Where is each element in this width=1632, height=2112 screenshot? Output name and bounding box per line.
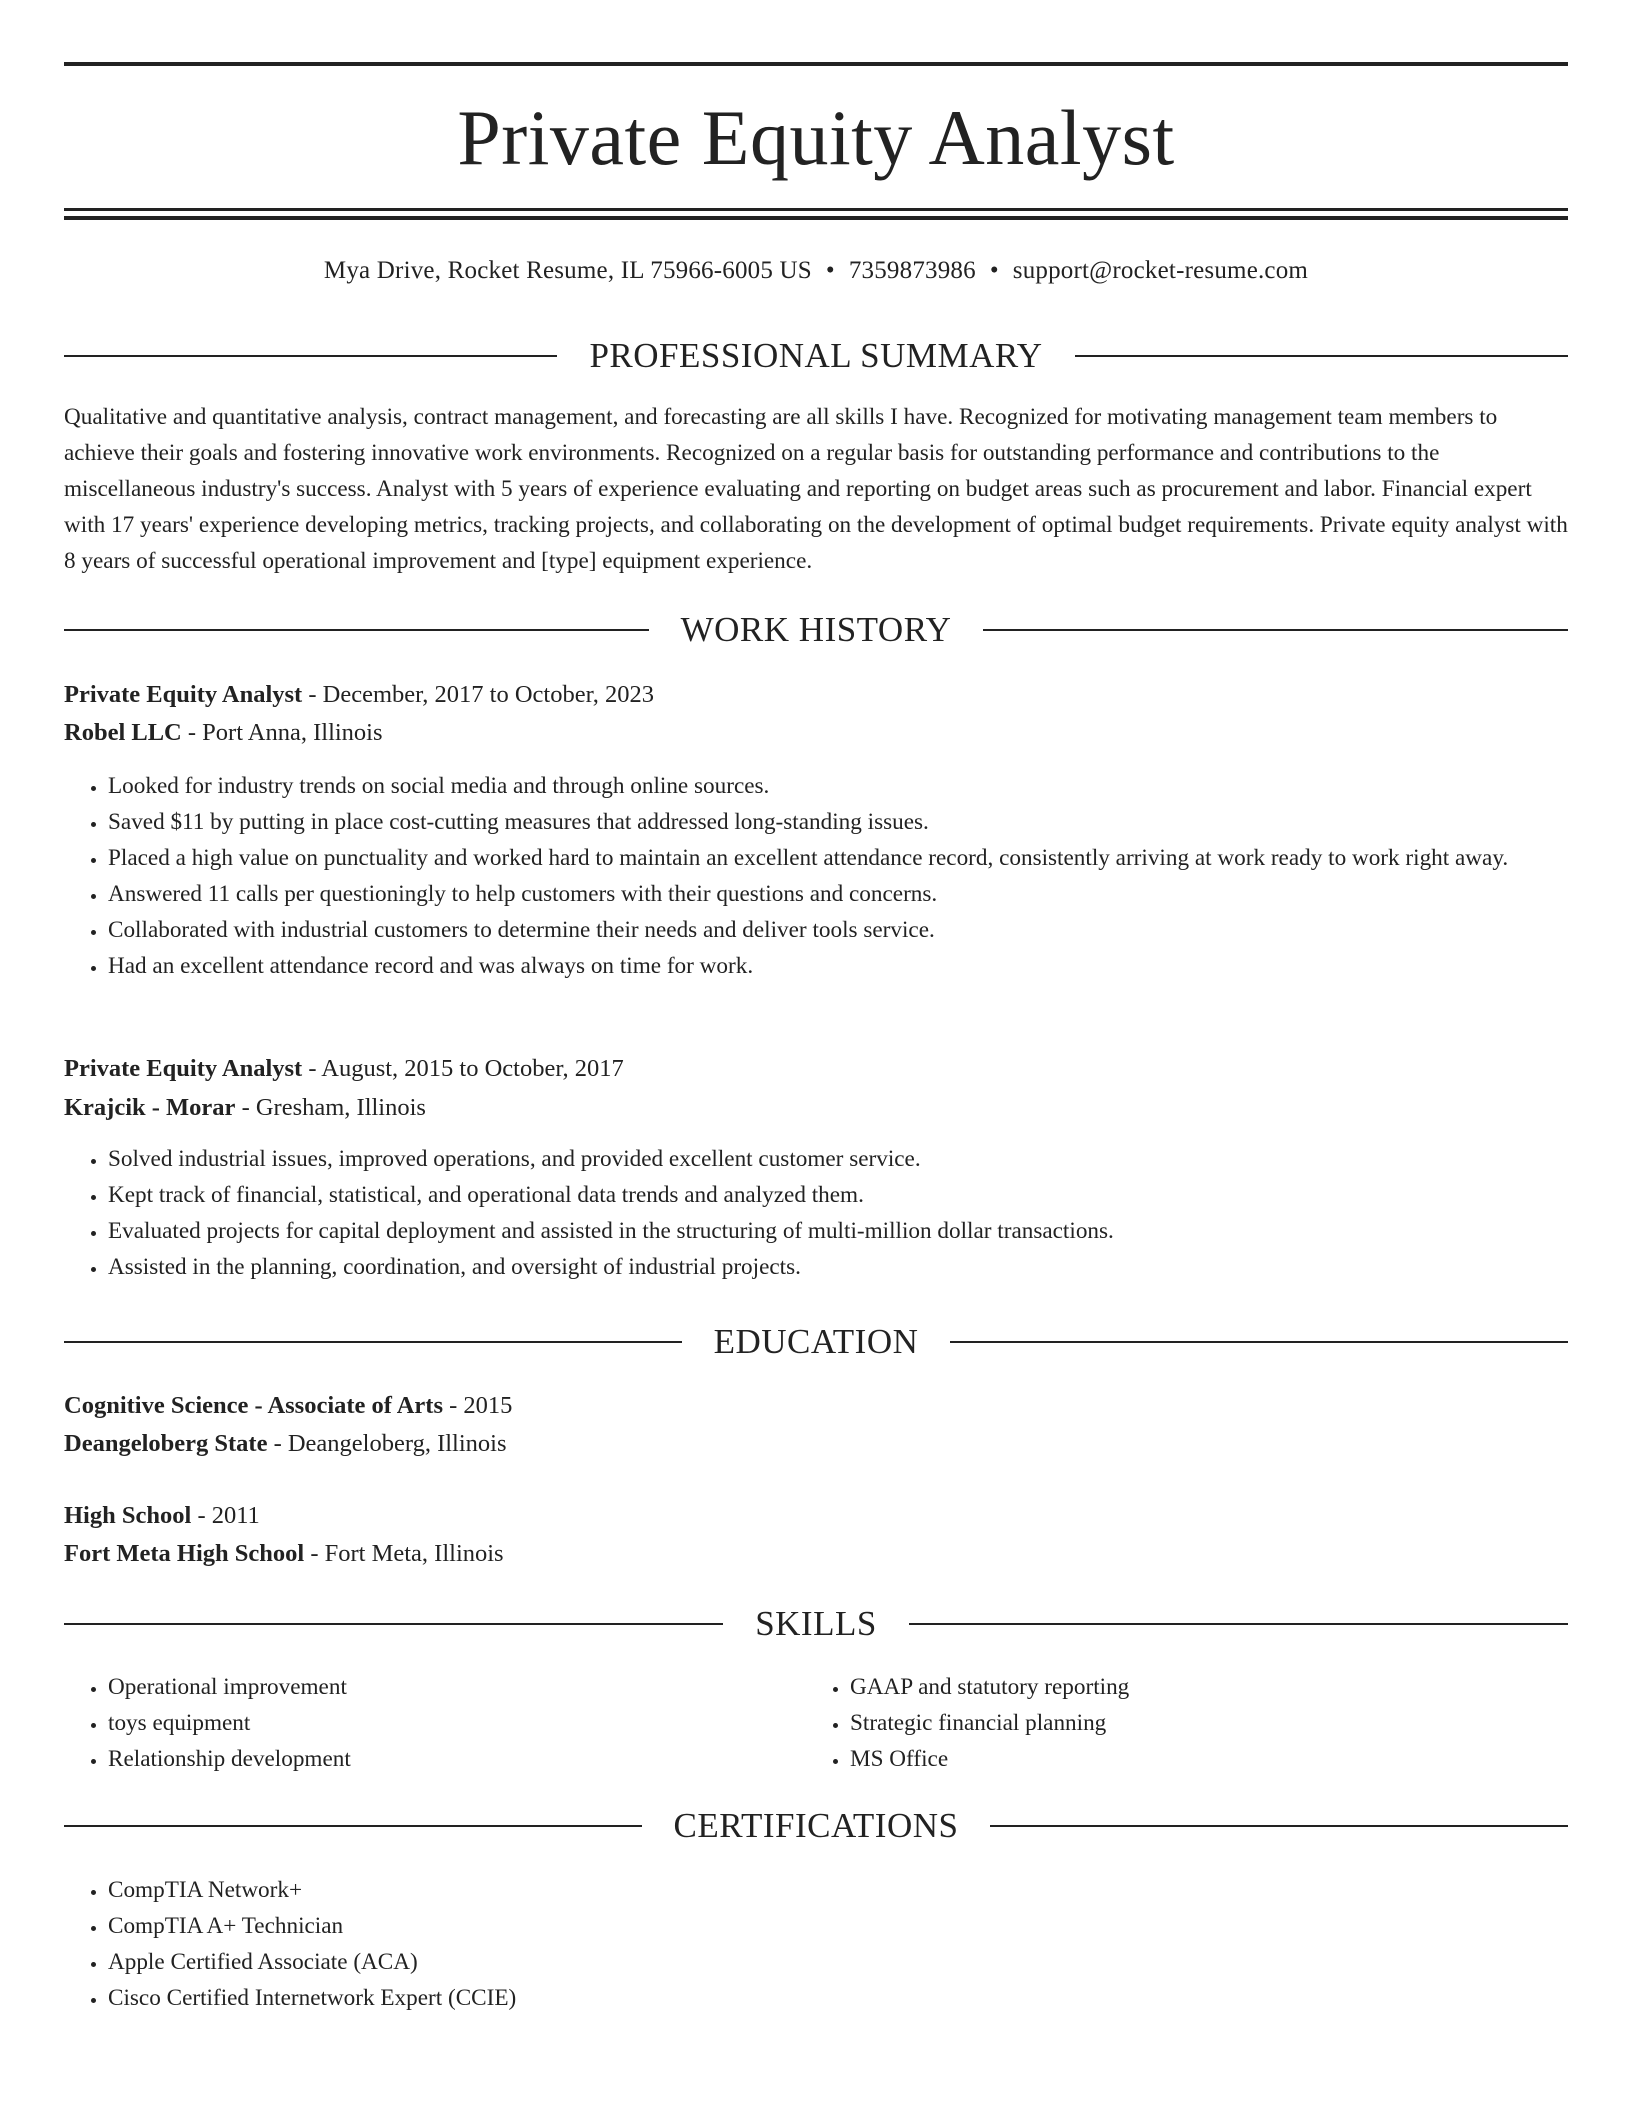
contact-email: support@rocket-resume.com <box>1012 257 1309 284</box>
job-role: Private Equity Analyst <box>64 1055 303 1082</box>
section-title-education: EDUCATION <box>713 1322 919 1361</box>
education-school: Fort Meta High School <box>64 1540 305 1567</box>
section-rule-right <box>990 1825 1568 1827</box>
list-item: • Apple Certified Associate (ACA) <box>108 1944 1572 1980</box>
contact-separator: • <box>825 257 835 284</box>
list-item: • Assisted in the planning, coordination, and oversight of industrial projects. <box>108 1249 1572 1285</box>
list-item: • Kept track of financial, statistical, and operational data trends and analyzed them. <box>108 1177 1572 1213</box>
list-item: • MS Office <box>850 1741 1572 1777</box>
job-company: Robel LLC <box>64 719 182 746</box>
list-item: • CompTIA A+ Technician <box>108 1908 1572 1944</box>
section-header-certifications <box>64 1804 1568 1848</box>
list-item: • Strategic financial planning <box>850 1705 1572 1741</box>
section-rule-left <box>64 1623 723 1625</box>
job-location: - Port Anna, Illinois <box>181 719 383 746</box>
list-item: • CompTIA Network+ <box>108 1872 1572 1908</box>
job-bullet-list <box>64 768 1572 984</box>
education-school: Deangeloberg State <box>64 1430 268 1457</box>
job-dates: - December, 2017 to October, 2023 <box>302 681 655 708</box>
section-header-work <box>64 608 1568 652</box>
contact-line <box>64 254 1568 288</box>
job-company-line <box>64 1089 426 1127</box>
section-rule-left <box>64 1825 642 1827</box>
section-title-skills: SKILLS <box>755 1604 877 1643</box>
education-degree-line <box>64 1387 512 1425</box>
skills-list-right <box>806 1669 1572 1777</box>
job-company-line <box>64 714 383 752</box>
list-item: • Placed a high value on punctuality and worked hard to maintain an excellent attendance record, consistently arriving at work ready to work right away. <box>108 840 1572 876</box>
section-rule-right <box>950 1341 1568 1343</box>
section-rule-right <box>983 629 1568 631</box>
job-dates: - August, 2015 to October, 2017 <box>302 1055 624 1082</box>
list-item: • Cisco Certified Internetwork Expert (CCIE) <box>108 1980 1572 2016</box>
section-rule-right <box>1075 355 1568 357</box>
section-title-summary: PROFESSIONAL SUMMARY <box>589 336 1043 375</box>
education-degree-line <box>64 1497 260 1535</box>
certifications-list <box>64 1872 1572 2016</box>
section-header-education <box>64 1320 1568 1364</box>
list-item: • Evaluated projects for capital deployment and assisted in the structuring of multi-million dollar transactions. <box>108 1213 1572 1249</box>
section-title-certifications: CERTIFICATIONS <box>673 1806 959 1845</box>
education-degree: High School <box>64 1502 192 1529</box>
section-rule-left <box>64 355 557 357</box>
education-location: - Fort Meta, Illinois <box>304 1540 504 1567</box>
job-title-line <box>64 1050 624 1088</box>
list-item: • Saved $11 by putting in place cost-cutting measures that addressed long-standing issues. <box>108 804 1572 840</box>
section-rule-left <box>64 629 649 631</box>
section-rule-right <box>909 1623 1568 1625</box>
list-item: • toys equipment <box>108 1705 808 1741</box>
contact-separator: • <box>989 257 999 284</box>
job-title-line <box>64 676 654 714</box>
section-rule-left <box>64 1341 682 1343</box>
education-school-line <box>64 1425 507 1463</box>
list-item: • Answered 11 calls per questioningly to help customers with their questions and concerns. <box>108 876 1572 912</box>
job-company: Krajcik - Morar <box>64 1094 236 1121</box>
list-item: • Relationship development <box>108 1741 808 1777</box>
header-double-rule <box>64 208 1568 220</box>
job-bullet-list <box>64 1141 1572 1285</box>
section-header-summary <box>64 334 1568 378</box>
contact-phone: 7359873986 <box>848 257 976 284</box>
education-school-line <box>64 1535 504 1573</box>
list-item: • Looked for industry trends on social media and through online sources. <box>108 768 1572 804</box>
skills-list-left <box>64 1669 808 1777</box>
summary-text: Qualitative and quantitative analysis, contract management, and forecasting are all skills I have. Recognized for motivating management team members to achieve their goals and fostering innovative work environments. Recognized on a regular basis for outstanding performance and contributions to the miscellaneous industry's success. Analyst with 5 years of experience evaluating and reporting on budget areas such as procurement and labor. Financial expert with 17 years' experience developing metrics, tracking projects, and collaborating on the development of optimal budget requirements. Private equity analyst with 8 years of successful operational improvement and [type] equipment experience. <box>64 404 1568 574</box>
section-header-skills <box>64 1602 1568 1646</box>
job-location: - Gresham, Illinois <box>235 1094 426 1121</box>
education-degree: Cognitive Science - Associate of Arts <box>64 1392 443 1419</box>
education-location: - Deangeloberg, Illinois <box>267 1430 507 1457</box>
job-role: Private Equity Analyst <box>64 681 303 708</box>
contact-address: Mya Drive, Rocket Resume, IL 75966-6005 US <box>323 257 812 284</box>
list-item: • GAAP and statutory reporting <box>850 1669 1572 1705</box>
list-item: • Operational improvement <box>108 1669 808 1705</box>
candidate-name: Private Equity Analyst <box>457 94 1175 181</box>
education-year: - 2011 <box>191 1502 260 1529</box>
list-item: • Had an excellent attendance record and was always on time for work. <box>108 948 1572 984</box>
list-item: • Solved industrial issues, improved operations, and provided excellent customer service. <box>108 1141 1572 1177</box>
section-title-work: WORK HISTORY <box>680 610 952 649</box>
header-top-rule <box>64 62 1568 66</box>
education-year: - 2015 <box>443 1392 513 1419</box>
list-item: • Collaborated with industrial customers to determine their needs and deliver tools service. <box>108 912 1572 948</box>
